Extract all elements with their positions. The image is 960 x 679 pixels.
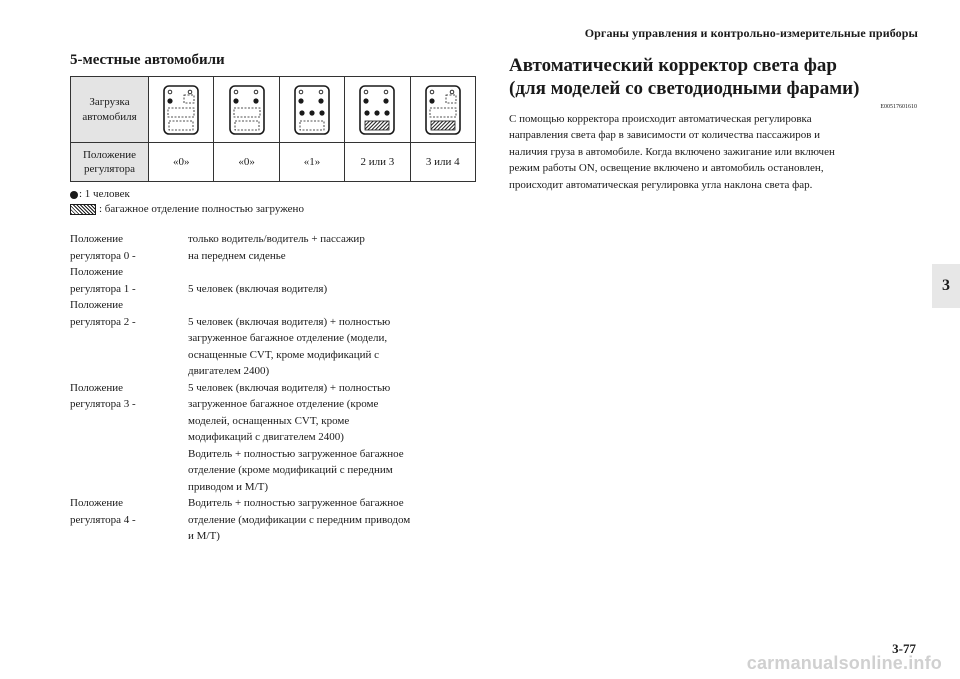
chapter-tab: 3 (932, 264, 960, 308)
person-dot-icon (70, 191, 78, 199)
position-label-line: регулятора 2 - (70, 315, 136, 328)
position-desc-line: 5 человек (включая водителя) (188, 282, 328, 295)
position-value-cell: «0» (149, 143, 214, 182)
five-persons-full-luggage-icon (358, 84, 396, 136)
body-paragraph (509, 111, 917, 194)
right-column (509, 55, 917, 193)
position-value-cell: «1» (279, 143, 344, 182)
load-diagram-cell (410, 77, 475, 143)
position-desc-line: приводом и M/T) (188, 480, 269, 493)
position-label (70, 264, 188, 297)
position-desc-line: 5 человек (включая водителя) + полностью (188, 315, 391, 328)
position-desc-line: только водитель/водитель + пассажир (188, 233, 365, 246)
section-heading (509, 55, 917, 101)
reference-code: E00517601610 (880, 103, 917, 110)
load-diagram-cell (279, 77, 344, 143)
position-label-line: Положение (70, 233, 124, 246)
position-desc-line: Водитель + полностью загруженное багажное (188, 447, 404, 460)
body-line: происходит автоматическая регулировка угла наклона света фар. (509, 178, 813, 191)
driver-front-passenger-icon (228, 84, 266, 136)
position-label-line: регулятора 0 - (70, 249, 136, 262)
legend-person (70, 187, 490, 202)
load-diagram-cell (345, 77, 410, 143)
load-diagram-cell (214, 77, 279, 143)
position-value-cell: 3 или 4 (410, 143, 475, 182)
running-header: Органы управления и контрольно-измерительные приборы (584, 26, 918, 40)
position-item (70, 231, 490, 264)
position-desc-line (188, 297, 490, 314)
position-desc-line: и M/T) (188, 530, 220, 543)
position-desc-line: загруженное багажное отделение (модели, (188, 332, 388, 345)
page-number: 3-77 (892, 641, 916, 656)
position-desc-line: на переднем сиденье (188, 249, 286, 262)
positions-list (70, 231, 490, 545)
position-item (70, 264, 490, 297)
position-desc-line: Водитель + полностью загруженное багажное (188, 497, 404, 510)
position-desc-line: моделей, оснащенных CVT, кроме (188, 414, 350, 427)
load-diagram-cell (149, 77, 214, 143)
position-label (70, 297, 188, 380)
five-persons-icon (293, 84, 331, 136)
position-label-line: Положение (70, 381, 124, 394)
position-desc-line: 5 человек (включая водителя) + полностью (188, 381, 391, 394)
position-description (188, 380, 490, 496)
load-table (70, 76, 476, 182)
position-desc-line: оснащенные CVT, кроме модификаций с (188, 348, 379, 361)
position-desc-line: модификаций с двигателем 2400) (188, 431, 344, 444)
position-label (70, 380, 188, 496)
load-header-cell (71, 77, 149, 143)
load-row (71, 77, 476, 143)
luggage-hatch-icon (70, 204, 96, 215)
body-line: направления света фар в зависимости от количества пассажиров и (509, 129, 821, 142)
position-label-line: Положение (70, 497, 124, 510)
left-column (70, 52, 490, 545)
position-label-line: Положение (70, 299, 124, 312)
position-description (188, 264, 490, 297)
legend (70, 187, 490, 217)
position-desc-line: двигателем 2400) (188, 365, 270, 378)
position-header-cell (71, 143, 149, 182)
position-desc-line: отделение (кроме модификаций с передним (188, 464, 393, 477)
position-desc-line (188, 264, 490, 281)
position-description (188, 231, 490, 264)
position-header-line: Положение (82, 148, 136, 161)
legend-person-text: : 1 человек (79, 188, 130, 200)
position-label-line: регулятора 1 - (70, 282, 136, 295)
position-desc-line: отделение (модификации с передним приводом (188, 513, 411, 526)
position-value-cell: 2 или 3 (345, 143, 410, 182)
position-item (70, 495, 490, 545)
section-heading-line: (для моделей со светодиодными фарами) (509, 77, 860, 99)
position-description (188, 495, 490, 545)
position-item (70, 297, 490, 380)
driver-only-icon (162, 84, 200, 136)
legend-luggage (70, 202, 490, 217)
load-header-line: автомобиля (82, 110, 137, 123)
watermark: carmanualsonline.info (746, 653, 942, 673)
position-header-line: регулятора (83, 163, 135, 175)
section-title: 5-местные автомобили (70, 52, 225, 68)
driver-full-luggage-icon (424, 84, 462, 136)
position-label (70, 231, 188, 264)
section-heading-line: Автоматический корректор света фар (509, 55, 838, 76)
load-header-line: Загрузка (89, 96, 130, 109)
body-line: режим работы ON, освещение включено и автомобиль остановлен, (509, 162, 824, 175)
position-desc-line: загруженное багажное отделение (кроме (188, 398, 379, 411)
position-label-line: регулятора 3 - (70, 398, 136, 411)
body-line: наличия груза в автомобиле. Когда включено зажигание или включен (509, 145, 835, 158)
position-label-line: регулятора 4 - (70, 513, 136, 526)
position-label (70, 495, 188, 545)
position-row (71, 143, 476, 182)
position-label-line: Положение (70, 266, 124, 279)
body-line: С помощью корректора происходит автоматическая регулировка (509, 112, 812, 125)
position-item (70, 380, 490, 496)
legend-luggage-text: : багажное отделение полностью загружено (99, 203, 304, 216)
position-description (188, 297, 490, 380)
position-value-cell: «0» (214, 143, 279, 182)
